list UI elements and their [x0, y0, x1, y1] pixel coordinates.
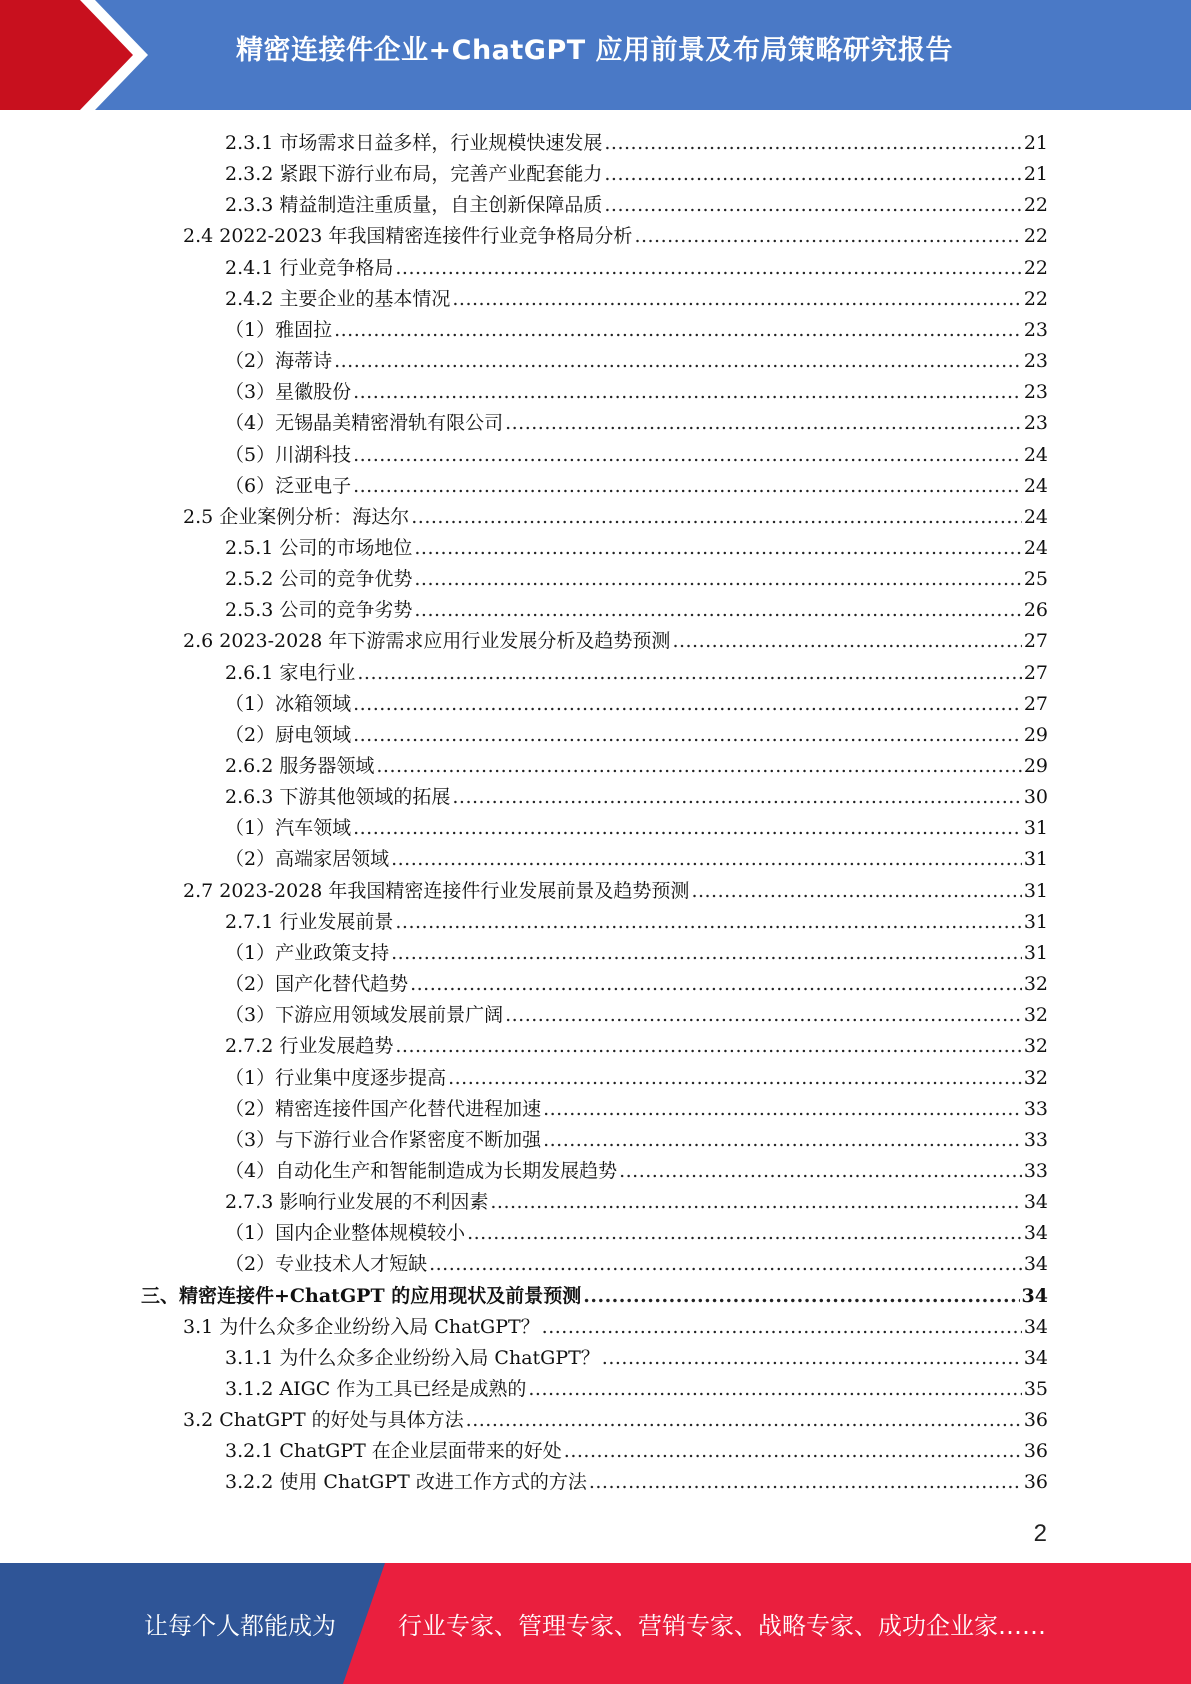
- toc-entry-label: 3.2.1 ChatGPT 在企业层面带来的好处: [225, 1440, 562, 1463]
- toc-entry-page: 21: [1023, 132, 1048, 154]
- toc-entry-label: 3.1.2 AIGC 作为工具已经是成熟的: [225, 1378, 527, 1400]
- toc-entry-label: （1）冰箱领域: [225, 692, 352, 715]
- toc-entry-page: 25: [1023, 568, 1048, 591]
- toc-entry[interactable]: [225, 315, 1048, 346]
- toc-entry-label: 2.7.2 行业发展趋势: [225, 1035, 394, 1058]
- toc-entry-label: 3.1.1 为什么众多企业纷纷入局 ChatGPT？: [225, 1346, 600, 1369]
- toc-entry-page: 22: [1023, 225, 1048, 248]
- toc-entry-page: 31: [1023, 879, 1048, 902]
- toc-entry-page: 24: [1023, 505, 1048, 528]
- toc-entry-label: 2.6.1 家电行业: [225, 661, 356, 684]
- toc-entry-label: （5）川湖科技: [225, 443, 352, 466]
- toc-entry-label: 2.7 2023-2028 年我国精密连接件行业发展前景及趋势预测: [183, 879, 690, 902]
- toc-entry[interactable]: [225, 1125, 1048, 1156]
- toc-entry-label: （2）厨电领域: [225, 723, 352, 746]
- toc-entry[interactable]: [225, 159, 1048, 190]
- toc-dot-leader: [589, 1467, 1022, 1498]
- toc-dot-leader: [353, 471, 1022, 502]
- toc-entry-label: （2）精密连接件国产化替代进程加速: [225, 1097, 542, 1120]
- toc-entry-page: 33: [1023, 1097, 1048, 1120]
- toc-dot-leader: [353, 440, 1022, 471]
- toc-dot-leader: [353, 720, 1022, 751]
- toc-entry-page: 32: [1023, 1066, 1048, 1089]
- toc-dot-leader: [528, 1374, 1021, 1405]
- toc-entry[interactable]: [225, 595, 1048, 626]
- toc-dot-leader: [634, 221, 1021, 252]
- toc-entry-label: 2.3.3 精益制造注重质量，自主创新保障品质: [225, 194, 603, 217]
- toc-entry-page: 33: [1023, 1159, 1048, 1182]
- toc-entry-page: 29: [1023, 723, 1048, 746]
- toc-dot-leader: [353, 689, 1022, 720]
- toc-dot-leader: [691, 876, 1021, 907]
- toc-entry-page: 24: [1023, 443, 1048, 466]
- toc-dot-leader: [334, 346, 1022, 377]
- toc-dot-leader: [411, 502, 1022, 533]
- toc-entry-label: （2）高端家居领域: [225, 848, 390, 871]
- toc-dot-leader: [619, 1156, 1022, 1187]
- toc-entry-page: 34: [1021, 1284, 1048, 1307]
- toc-entry[interactable]: [225, 689, 1048, 720]
- toc-entry[interactable]: [225, 190, 1048, 221]
- page-header: [0, 0, 1191, 110]
- toc-entry[interactable]: [225, 1218, 1048, 1249]
- toc-entry-label: 2.7.3 影响行业发展的不利因素: [225, 1191, 489, 1214]
- toc-dot-leader: [490, 1187, 1021, 1218]
- toc-entry-page: 22: [1023, 194, 1048, 217]
- toc-entry-page: 32: [1023, 1035, 1048, 1058]
- toc-entry-label: 2.4 2022-2023 年我国精密连接件行业竞争格局分析: [183, 225, 633, 248]
- toc-entry-page: 35: [1023, 1378, 1048, 1400]
- footer-slogan-left: 让每个人都能成为: [144, 1612, 336, 1640]
- toc-dot-leader: [583, 1281, 1019, 1312]
- toc-entry-label: （3）下游应用领域发展前景广阔: [225, 1004, 504, 1027]
- toc-dot-leader: [452, 284, 1021, 315]
- toc-dot-leader: [672, 626, 1021, 657]
- toc-entry-page: 31: [1023, 817, 1048, 840]
- toc-dot-leader: [543, 1125, 1022, 1156]
- toc-entry[interactable]: [225, 377, 1048, 408]
- toc-entry[interactable]: [225, 533, 1048, 564]
- toc-entry-page: 27: [1023, 692, 1048, 715]
- toc-entry[interactable]: [225, 720, 1048, 751]
- toc-entry-page: 23: [1023, 381, 1048, 404]
- toc-dot-leader: [357, 658, 1021, 689]
- toc-entry-label: 3.2.2 使用 ChatGPT 改进工作方式的方法: [225, 1471, 587, 1494]
- header-arrow-decoration: [0, 0, 160, 110]
- toc-entry-label: （3）星徽股份: [225, 381, 352, 404]
- toc-dot-leader: [505, 408, 1022, 439]
- toc-entry-page: 31: [1023, 941, 1048, 964]
- toc-entry-page: 24: [1023, 474, 1048, 497]
- toc-entry[interactable]: [183, 221, 1048, 252]
- toc-entry-label: 2.4.2 主要企业的基本情况: [225, 287, 451, 310]
- toc-entry[interactable]: [225, 471, 1048, 502]
- toc-dot-leader: [334, 315, 1022, 346]
- toc-entry[interactable]: [225, 969, 1048, 1000]
- toc-entry[interactable]: [225, 813, 1048, 844]
- toc-entry[interactable]: [183, 502, 1048, 533]
- toc-entry[interactable]: [225, 1063, 1048, 1094]
- toc-dot-leader: [452, 782, 1021, 813]
- toc-entry-page: 34: [1023, 1315, 1048, 1338]
- toc-entry-label: 2.5.3 公司的竞争劣势: [225, 599, 413, 622]
- toc-entry[interactable]: [225, 1000, 1048, 1031]
- toc-dot-leader: [391, 844, 1022, 875]
- toc-entry[interactable]: [225, 1094, 1048, 1125]
- toc-dot-leader: [395, 907, 1021, 938]
- toc-entry-page: 36: [1023, 1471, 1048, 1494]
- toc-entry[interactable]: [225, 440, 1048, 471]
- toc-entry-page: 31: [1023, 910, 1048, 933]
- toc-entry[interactable]: [225, 1374, 1048, 1405]
- toc-dot-leader: [414, 533, 1021, 564]
- toc-dot-leader: [466, 1405, 1022, 1436]
- report-title: 精密连接件企业+ChatGPT 应用前景及布局策略研究报告: [236, 35, 954, 66]
- toc-entry-label: （1）雅固拉: [225, 318, 333, 341]
- toc-dot-leader: [467, 1218, 1022, 1249]
- toc-entry-page: 32: [1023, 973, 1048, 996]
- toc-entry-page: 26: [1023, 599, 1048, 622]
- toc-entry-label: 3.1 为什么众多企业纷纷入局 ChatGPT？: [183, 1315, 540, 1338]
- toc-dot-leader: [391, 938, 1022, 969]
- toc-entry[interactable]: [225, 284, 1048, 315]
- footer-slogan-right: 行业专家、管理专家、营销专家、战略专家、成功企业家……: [398, 1612, 1046, 1640]
- toc-dot-leader: [353, 813, 1022, 844]
- toc-entry-label: 2.4.1 行业竞争格局: [225, 256, 394, 279]
- toc-dot-leader: [543, 1094, 1022, 1125]
- toc-dot-leader: [564, 1436, 1022, 1467]
- toc-dot-leader: [448, 1063, 1022, 1094]
- toc-entry-label: 2.7.1 行业发展前景: [225, 910, 394, 933]
- toc-entry-page: 32: [1023, 1004, 1048, 1027]
- toc-entry[interactable]: [225, 1436, 1048, 1467]
- toc-entry[interactable]: [225, 128, 1048, 159]
- toc-entry-page: 36: [1023, 1409, 1048, 1432]
- toc-entry-label: 2.6.2 服务器领域: [225, 755, 375, 777]
- toc-entry-page: 23: [1023, 412, 1048, 435]
- toc-entry-page: 23: [1023, 350, 1048, 373]
- toc-entry-label: 3.2 ChatGPT 的好处与具体方法: [183, 1409, 464, 1432]
- toc-entry-page: 27: [1023, 630, 1048, 653]
- toc-entry[interactable]: [225, 253, 1048, 284]
- toc-dot-leader: [414, 564, 1021, 595]
- toc-entry-label: （1）汽车领域: [225, 817, 352, 840]
- toc-entry[interactable]: [183, 876, 1048, 907]
- toc-dot-leader: [505, 1000, 1022, 1031]
- toc-entry-label: 2.5 企业案例分析：海达尔: [183, 505, 410, 528]
- toc-dot-leader: [414, 595, 1021, 626]
- toc-entry-label: （1）产业政策支持: [225, 941, 390, 964]
- toc-entry-label: （2）专业技术人才短缺: [225, 1253, 428, 1276]
- toc-entry-label: 2.3.2 紧跟下游行业布局，完善产业配套能力: [225, 163, 603, 186]
- toc-entry-label: （1）国内企业整体规模较小: [225, 1222, 466, 1245]
- toc-entry-label: 2.3.1 市场需求日益多样，行业规模快速发展: [225, 132, 603, 154]
- toc-entry[interactable]: [183, 626, 1048, 657]
- toc-entry-label: （4）自动化生产和智能制造成为长期发展趋势: [225, 1159, 618, 1182]
- toc-entry-page: 22: [1023, 256, 1048, 279]
- toc-dot-leader: [429, 1249, 1022, 1280]
- toc-entry-page: 34: [1023, 1253, 1048, 1276]
- toc-entry-label: 三、精密连接件+ChatGPT 的应用现状及前景预测: [141, 1284, 582, 1307]
- toc-dot-leader: [353, 377, 1022, 408]
- toc-dot-leader: [604, 128, 1021, 159]
- toc-entry[interactable]: [225, 782, 1048, 813]
- toc-entry[interactable]: [225, 1467, 1048, 1498]
- toc-dot-leader: [604, 159, 1021, 190]
- toc-entry-label: （4）无锡晶美精密滑轨有限公司: [225, 412, 504, 435]
- toc-entry-label: （6）泛亚电子: [225, 474, 352, 497]
- toc-entry-page: 30: [1023, 786, 1048, 809]
- toc-dot-leader: [376, 751, 1021, 782]
- toc-entry-page: 34: [1023, 1346, 1048, 1369]
- toc-entry-page: 22: [1023, 287, 1048, 310]
- toc-entry[interactable]: [225, 1156, 1048, 1187]
- toc-entry-label: 2.6 2023-2028 年下游需求应用行业发展分析及趋势预测: [183, 630, 671, 653]
- toc-entry-page: 34: [1023, 1222, 1048, 1245]
- toc-entry[interactable]: [225, 346, 1048, 377]
- toc-entry[interactable]: [225, 1031, 1048, 1062]
- toc-entry[interactable]: [225, 564, 1048, 595]
- toc-dot-leader: [395, 1031, 1021, 1062]
- toc-entry-label: （3）与下游行业合作紧密度不断加强: [225, 1128, 542, 1151]
- toc-dot-leader: [410, 969, 1022, 1000]
- toc-entry-label: （2）国产化替代趋势: [225, 973, 409, 996]
- toc-entry[interactable]: [183, 1405, 1048, 1436]
- toc-entry[interactable]: [225, 938, 1048, 969]
- page-number: 2: [1033, 1520, 1047, 1547]
- toc-dot-leader: [602, 1343, 1022, 1374]
- toc-entry-label: （1）行业集中度逐步提高: [225, 1066, 447, 1089]
- page-footer: [0, 1563, 1191, 1684]
- toc-entry-page: 24: [1023, 536, 1048, 559]
- toc-entry-page: 23: [1023, 318, 1048, 341]
- toc-entry-page: 31: [1023, 848, 1048, 871]
- toc-entry[interactable]: [225, 844, 1048, 875]
- toc-entry-label: 2.5.2 公司的竞争优势: [225, 568, 413, 591]
- toc-entry-label: （2）海蒂诗: [225, 350, 333, 373]
- toc-dot-leader: [395, 253, 1021, 284]
- toc-dot-leader: [604, 190, 1021, 221]
- toc-entry[interactable]: [225, 1187, 1048, 1218]
- toc-entry-page: 29: [1023, 755, 1048, 777]
- toc-entry[interactable]: [225, 751, 1048, 782]
- toc-entry-page: 33: [1023, 1128, 1048, 1151]
- toc-entry[interactable]: [183, 1312, 1048, 1343]
- toc-entry-page: 34: [1023, 1191, 1048, 1214]
- toc-entry-label: 2.6.3 下游其他领域的拓展: [225, 786, 451, 809]
- toc-dot-leader: [542, 1312, 1022, 1343]
- toc-entry[interactable]: [225, 907, 1048, 938]
- toc-entry[interactable]: [225, 408, 1048, 439]
- toc-entry[interactable]: [225, 1249, 1048, 1280]
- toc-entry-page: 21: [1023, 163, 1048, 186]
- toc-entry[interactable]: [225, 658, 1048, 689]
- toc-entry[interactable]: [141, 1281, 1048, 1312]
- toc-entry[interactable]: [225, 1343, 1048, 1374]
- toc-entry-label: 2.5.1 公司的市场地位: [225, 536, 413, 559]
- toc-entry-page: 36: [1023, 1440, 1048, 1463]
- toc-entry-page: 27: [1023, 661, 1048, 684]
